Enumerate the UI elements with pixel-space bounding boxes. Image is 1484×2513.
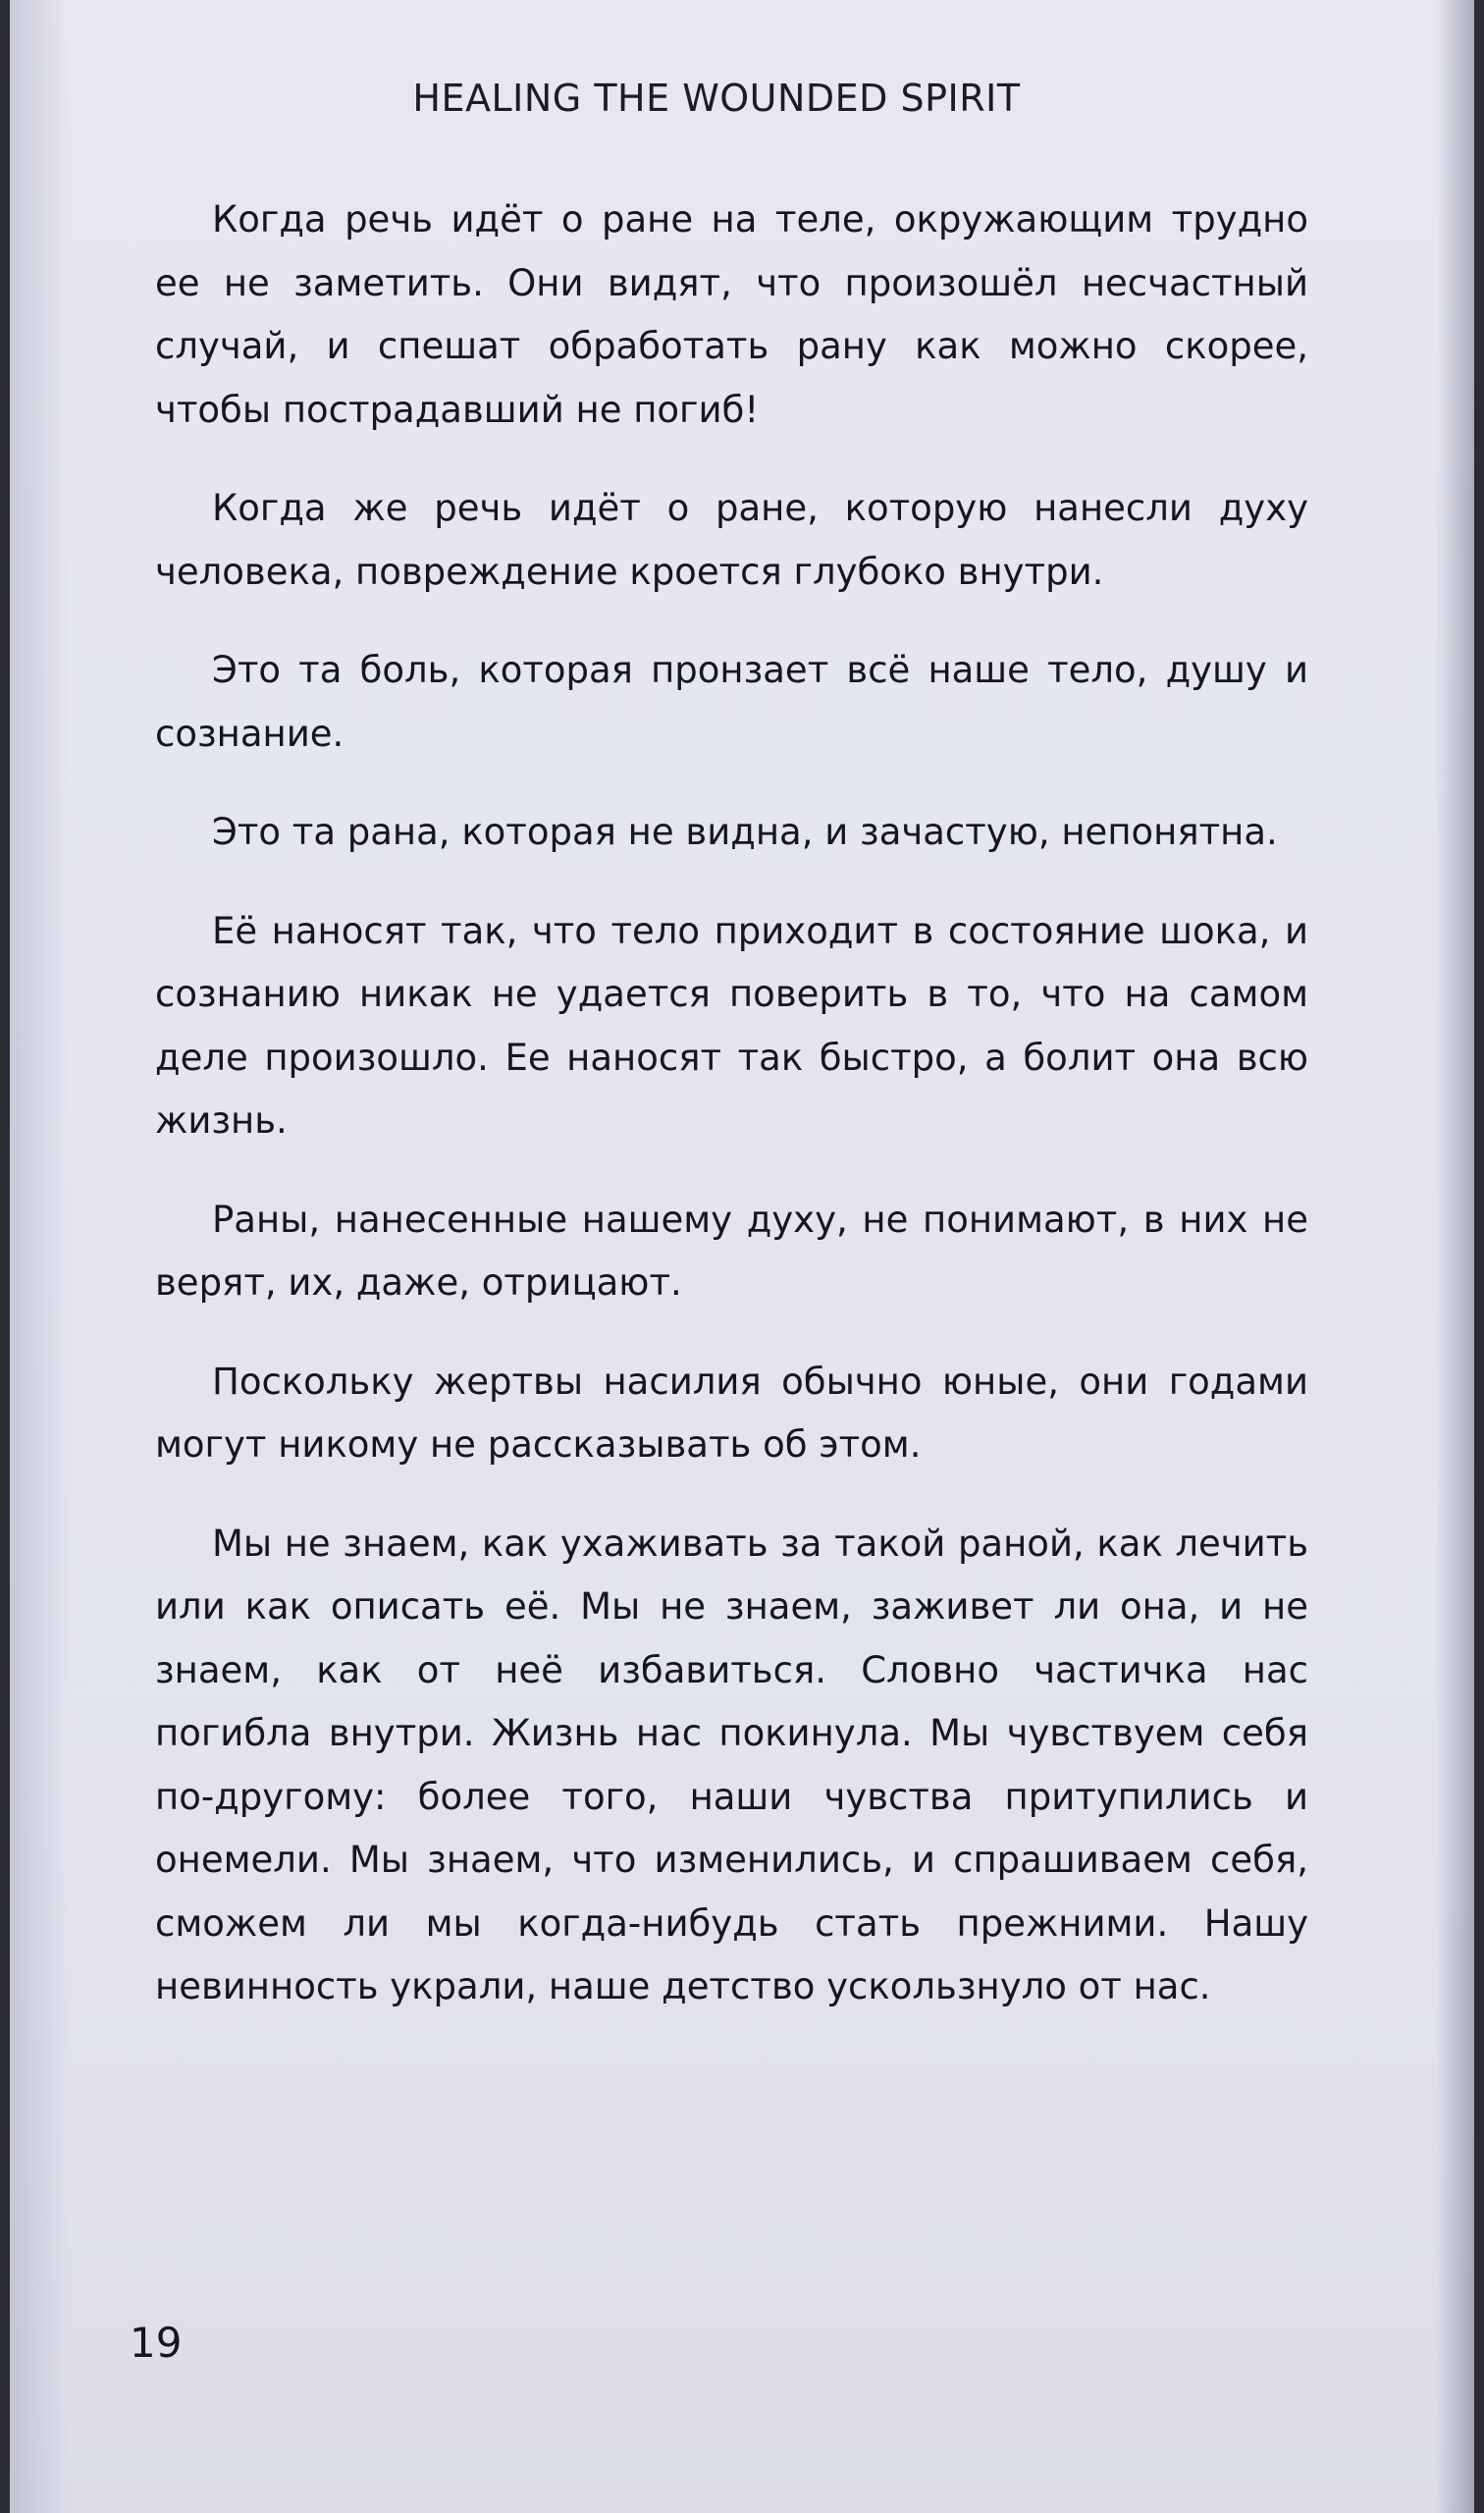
- paragraph: Это та боль, которая пронзает всё наше тело, душу и сознание.: [155, 649, 1308, 755]
- paragraph: Это та рана, которая не видна, и зачастую, непонятна.: [212, 811, 1278, 853]
- paragraph: Когда речь идёт о ране на теле, окружающим трудно ее не заметить. Они видят, что произошёл несчастный случай, и спешат обработать рану как можно скорее, чтобы пострадавший не погиб!: [155, 198, 1308, 431]
- paragraph: Раны, нанесенные нашему духу, не понимают, в них не верят, их, даже, отрицают.: [155, 1198, 1308, 1304]
- book-page: [10, 0, 1474, 2513]
- paragraph: Поскольку жертвы насилия обычно юные, они годами могут никому не рассказывать об этом.: [155, 1360, 1308, 1466]
- paragraph: Её наносят так, что тело приходит в состояние шока, и сознанию никак не удается поверить в то, что на самом деле произошло. Ее наносят так быстро, а болит она всю жизнь.: [155, 909, 1308, 1142]
- running-head: HEALING THE WOUNDED SPIRIT: [412, 77, 1021, 120]
- paragraph: Мы не знаем, как ухаживать за такой раной, как лечить или как описать её. Мы не знаем, заживет ли она, и не знаем, как от неё избавиться. Словно частичка нас погибла внутри. Жизнь нас покинула. Мы чувствуем себя по-другому: более того, наши чувства притупились и онемели. Мы знаем, что изменились, и спрашиваем себя, сможем ли мы когда-нибудь стать прежними. Нашу невинность украли, наше детство ускользнуло от нас.: [155, 1522, 1308, 2007]
- paragraph: Когда же речь идёт о ране, которую нанесли духу человека, повреждение кроется глубоко внутри.: [155, 487, 1308, 593]
- body-text: [155, 188, 1308, 2055]
- page-number: 19: [130, 2319, 183, 2367]
